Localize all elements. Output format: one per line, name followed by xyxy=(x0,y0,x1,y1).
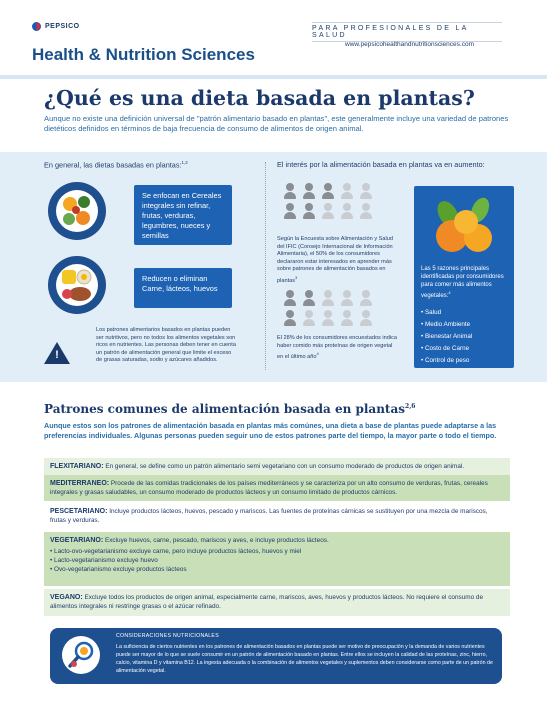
stat-ific xyxy=(277,236,395,285)
focus-foods-box: Se enfocan en Cereales integrales sin refinar, frutas, verduras, legumbres, nueces y semillas xyxy=(134,185,232,245)
left-panel-heading xyxy=(44,160,188,169)
pattern-name: VEGETARIANO: xyxy=(50,537,104,544)
right-panel-heading: El interés por la alimentación basada en plantas va en aumento: xyxy=(277,160,485,169)
pattern-pescetarian xyxy=(44,503,510,530)
person-icon xyxy=(359,290,373,306)
patterns-subtitle: Aunque estos son los patrones de alimentación basada en plantas más comúnes, una dieta a base de plantas puede adaptarse a las preferencias individuales. Algunas personas pueden seguir uno de estos patrones parte del tiempo, la mayor parte o todo el tiempo. xyxy=(44,421,497,440)
patterns-title xyxy=(44,402,415,416)
stat-ific-ref: 3 xyxy=(295,274,298,280)
person-icon xyxy=(340,310,354,326)
site-title: Health & Nutrition Sciences xyxy=(32,45,255,64)
person-icon xyxy=(321,310,335,326)
stat-protein-text: El 28% de los consumidores encuestados indica haber comido más proteínas de origen vegetal en el último año xyxy=(277,335,398,361)
person-icon xyxy=(283,290,297,306)
audience-label: PARA PROFESIONALES DE LA SALUD xyxy=(312,22,502,42)
pattern-name: MEDITERRANEO: xyxy=(50,480,110,487)
brand-name: PEPSICO xyxy=(45,23,80,30)
page-title: ¿Qué es una dieta basada en plantas? xyxy=(44,86,475,110)
person-icon xyxy=(302,290,316,306)
person-icon xyxy=(283,183,297,199)
reasons-card xyxy=(414,186,514,368)
nutrition-considerations-box xyxy=(50,628,502,684)
subtype-item: • Ovo-vegetarianismo excluye productos lácteos xyxy=(50,565,504,574)
patterns-title-text: Patrones comunes de alimentación basada en plantas xyxy=(44,402,406,416)
person-icon xyxy=(340,183,354,199)
pattern-text: Excluye huevos, carne, pescado, mariscos y aves, e incluye productos lácteos. xyxy=(104,537,329,544)
plant-foods-plate-icon xyxy=(48,182,106,240)
person-icon xyxy=(359,310,373,326)
patterns-title-refs: 2,6 xyxy=(405,403,416,410)
warning-note: Los patrones alimentarios basados en plantas pueden ser nutritivos, pero no todos los alimentos vegetales son ricos en nutrientes. Las personas deben tener en cuenta un patrón de alimentación general que limite el exceso de grasas saturadas, sodio y azúcares añadidos. xyxy=(96,327,236,364)
person-icon xyxy=(321,290,335,306)
left-heading-text: En general, las dietas basadas en plantas: xyxy=(44,160,182,170)
reduce-foods-box: Reducen o eliminan Carne, lácteos, huevos xyxy=(134,268,232,308)
reasons-list xyxy=(421,309,513,369)
considerations-text: La suficiencia de ciertos nutrientes en los patrones de alimentación basados en plantas puede ser motivo de preocupación y la demanda de varios nutrientes puede ser mayor de lo que se suele consumir en un patrón de alimentación basado en plantas. Entre ellos se incluyen la calidad de las proteínas, zinc, hierro, calcio, vitamina D y vitamina B12. La ingesta adecuada o la combinación de alimentos vegetales y suplementos deben considerarse como parte de un patrón de alimentación vegetal. xyxy=(116,644,493,674)
pattern-vegan xyxy=(44,589,510,616)
pepsico-logo xyxy=(32,22,80,31)
reason-item: • Bienestar Animal xyxy=(421,333,513,345)
person-icon xyxy=(283,203,297,219)
subtype-item: • Lacto-ovo-vegetarianismo excluye carne, pero incluye productos lácteos, huevos y miel xyxy=(50,547,504,556)
reason-item: • Costo de Carne xyxy=(421,345,513,357)
person-icon xyxy=(302,203,316,219)
reason-item: • Medio Ambiente xyxy=(421,321,513,333)
header-divider xyxy=(0,75,547,79)
pattern-text: Excluye todos los productos de origen animal, especialmente carne, mariscos, aves, huevos y productos lácteos. No requiere el consumo de alimentos integrales ni restringe grasas o el azúcar refinado. xyxy=(50,594,484,610)
stat-protein-ref: 4 xyxy=(316,351,319,357)
person-icon xyxy=(340,290,354,306)
person-icon xyxy=(359,183,373,199)
page-intro: Aunque no existe una definición universal de "patrón alimentario basado en plantas", este generalmente incluye una variedad de patrones dietéticos definidos en términos de baja frecuencia de consumo de alimentos de origen animal. xyxy=(44,114,509,134)
stat-protein xyxy=(277,335,399,362)
oranges-illustration-icon xyxy=(428,192,500,262)
pattern-name: FLEXITARIANO: xyxy=(50,463,104,470)
pattern-flexitarian xyxy=(44,458,510,475)
considerations-title: CONSIDERACIONES NUTRICIONALES xyxy=(116,633,219,639)
pepsico-globe-icon xyxy=(32,22,41,31)
person-icon xyxy=(321,203,335,219)
warning-exclamation: ! xyxy=(55,349,59,361)
pattern-text: Procede de las comidas tradicionales de los países mediterráneos y se caracteriza por un alto consumo de verduras, frutas, cereales integrales y grasas saludables, un consumo moderado de productos lácteos y un consumo limitado de productos cárnicos. xyxy=(50,480,488,496)
header xyxy=(0,0,547,78)
person-icon xyxy=(283,310,297,326)
reasons-title-text: Las 5 razones principales identificadas por consumidores para comer más alimentos vegetales: xyxy=(421,266,504,300)
person-icon xyxy=(302,310,316,326)
pattern-name: PESCETARIANO: xyxy=(50,508,108,515)
person-icon xyxy=(359,203,373,219)
people-grid-28 xyxy=(283,290,373,326)
person-icon xyxy=(302,183,316,199)
subtype-item: • Lacto-vegetarianismo excluye huevo xyxy=(50,556,504,565)
pattern-text: Incluye productos lácteos, huevos, pescado y mariscos. Las fuentes de proteínas cárnicas se sustituyen por una mezcla de mariscos, frutas y verduras. xyxy=(50,508,488,524)
people-grid-50 xyxy=(283,183,373,219)
stat-ific-text: Según la Encuesta sobre Alimentación y Salud del IFIC (Consejo Internacional de Información Alimentaria), el 50% de los consumidores declararon estar interesados en aprender más sobre patrones de alimentación basados en plantas xyxy=(277,236,393,284)
panel-divider xyxy=(265,162,266,370)
reason-item: • Control de peso xyxy=(421,357,513,369)
reason-item: • Salud xyxy=(421,309,513,321)
pattern-name: VEGANO: xyxy=(50,594,83,601)
pattern-text: En general, se define como un patrón alimentario semi vegetariano con un consumo moderado de productos de origen animal. xyxy=(105,463,465,470)
person-icon xyxy=(340,203,354,219)
pattern-mediterranean xyxy=(44,475,510,501)
left-heading-refs: 1,2 xyxy=(181,160,188,165)
reasons-title xyxy=(421,266,509,301)
reasons-ref: 4 xyxy=(448,290,451,296)
magnifier-icon xyxy=(60,634,102,676)
vegetarian-subtypes xyxy=(50,547,504,574)
animal-foods-plate-icon xyxy=(48,256,106,314)
pattern-vegetarian xyxy=(44,532,510,586)
person-icon xyxy=(321,183,335,199)
site-url[interactable]: www.pepsicohealthandnutritionsciences.com xyxy=(345,41,474,48)
